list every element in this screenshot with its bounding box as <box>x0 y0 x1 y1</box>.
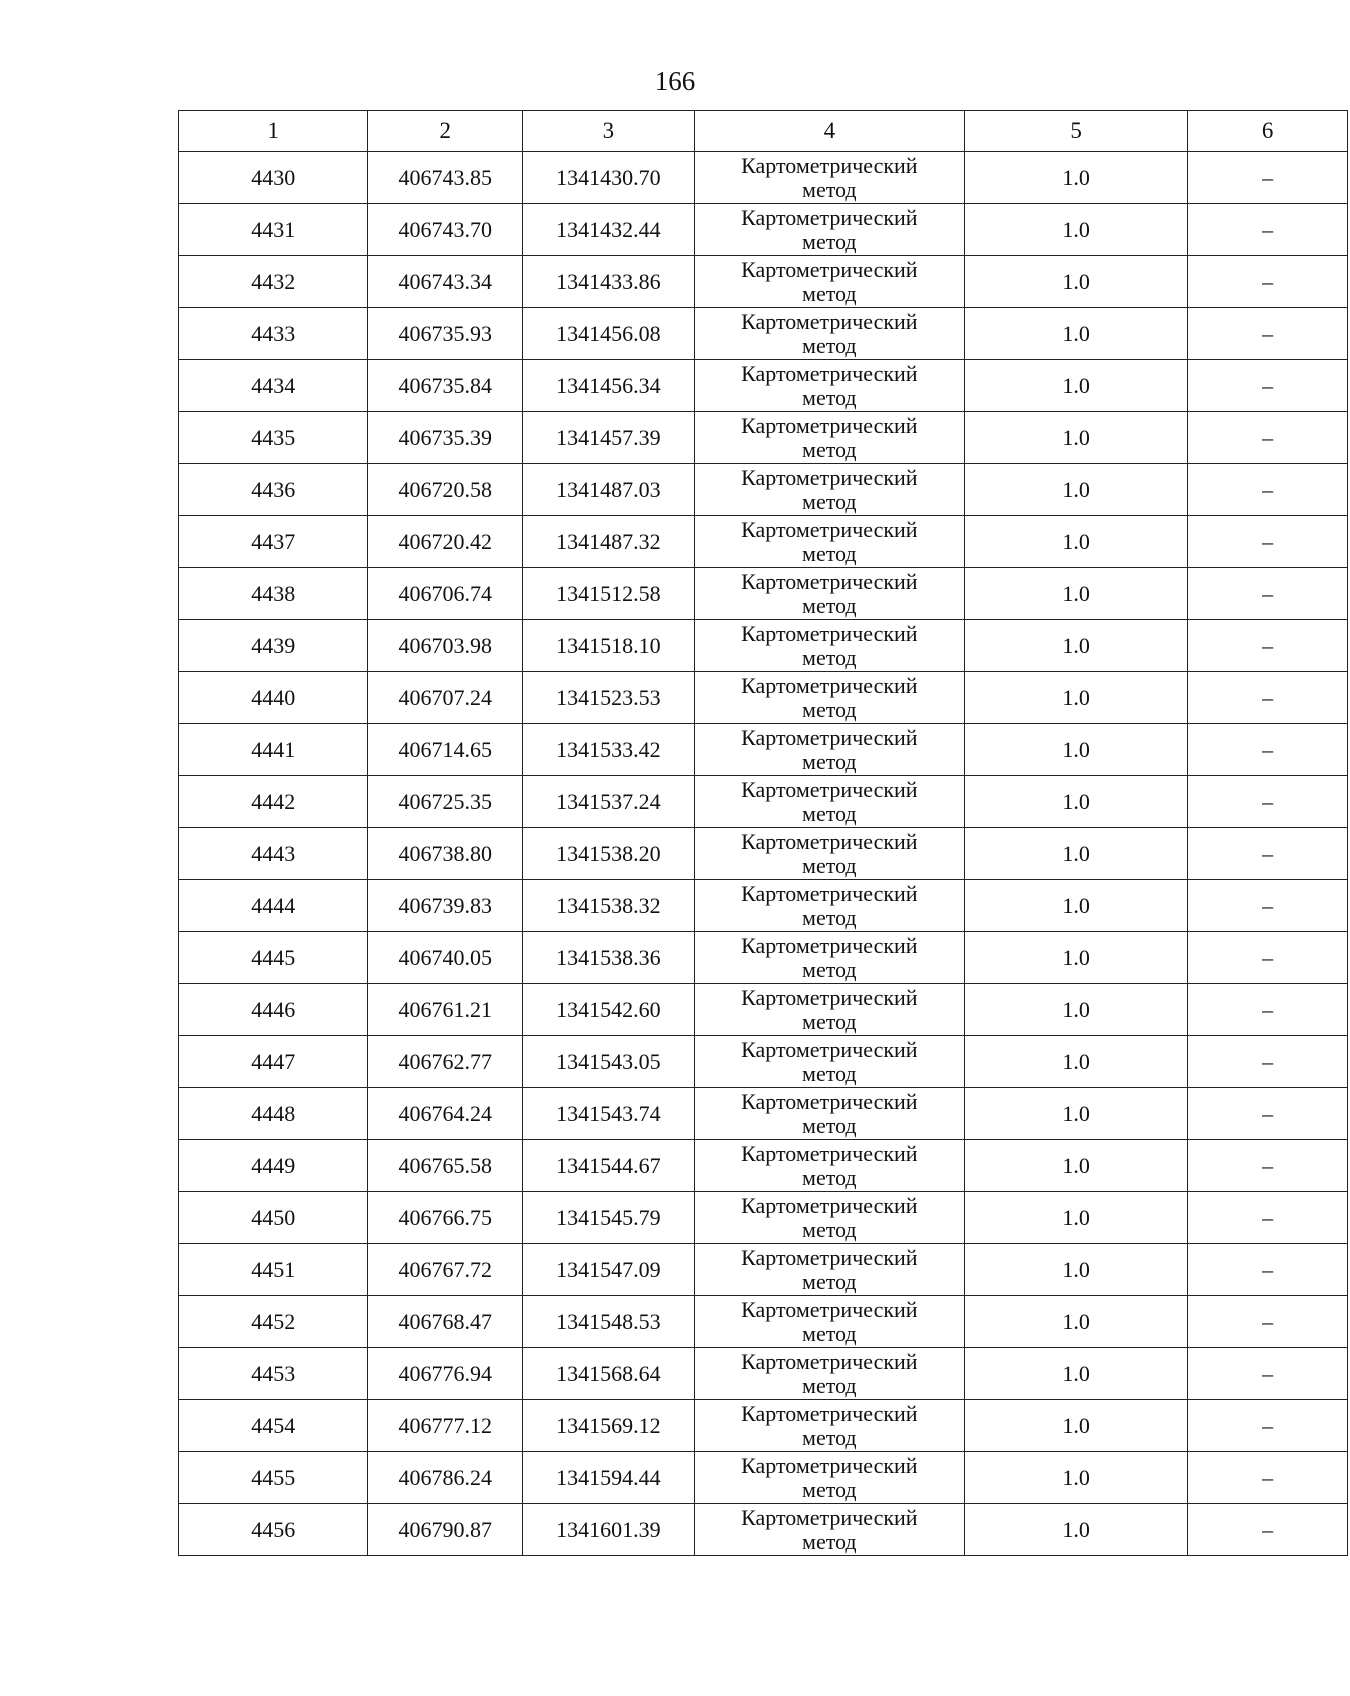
accuracy-cell: 1.0 <box>965 256 1188 308</box>
note-cell: – <box>1188 568 1348 620</box>
column-header-4: 4 <box>694 111 965 152</box>
method-text-line-1: Картометрический <box>741 828 918 854</box>
note-cell: – <box>1188 1504 1348 1556</box>
x-coordinate-cell: 406707.24 <box>368 672 523 724</box>
accuracy-cell: 1.0 <box>965 880 1188 932</box>
table-row <box>179 1400 1348 1452</box>
x-coordinate-cell: 406739.83 <box>368 880 523 932</box>
method-cell <box>694 1348 965 1400</box>
accuracy-cell: 1.0 <box>965 620 1188 672</box>
point-number-cell: 4440 <box>179 672 368 724</box>
y-coordinate-cell: 1341601.39 <box>523 1504 694 1556</box>
note-cell: – <box>1188 672 1348 724</box>
y-coordinate-cell: 1341542.60 <box>523 984 694 1036</box>
page-number: 166 <box>654 66 696 96</box>
y-coordinate-cell: 1341456.08 <box>523 308 694 360</box>
y-coordinate-cell: 1341533.42 <box>523 724 694 776</box>
accuracy-cell: 1.0 <box>965 1140 1188 1192</box>
table-row <box>179 464 1348 516</box>
method-text-line-1: Картометрический <box>741 516 918 542</box>
method-text-line-2: метод <box>802 696 857 722</box>
y-coordinate-cell: 1341538.36 <box>523 932 694 984</box>
method-text-line-2: метод <box>802 1476 857 1502</box>
y-coordinate-cell: 1341512.58 <box>523 568 694 620</box>
method-text-line-1: Картометрический <box>741 1088 918 1114</box>
method-cell <box>694 1504 965 1556</box>
accuracy-cell: 1.0 <box>965 1244 1188 1296</box>
note-cell: – <box>1188 1088 1348 1140</box>
point-number-cell: 4438 <box>179 568 368 620</box>
x-coordinate-cell: 406735.93 <box>368 308 523 360</box>
y-coordinate-cell: 1341547.09 <box>523 1244 694 1296</box>
table-row <box>179 1140 1348 1192</box>
method-cell <box>694 828 965 880</box>
accuracy-cell: 1.0 <box>965 360 1188 412</box>
table-row <box>179 984 1348 1036</box>
point-number-cell: 4450 <box>179 1192 368 1244</box>
point-number-cell: 4441 <box>179 724 368 776</box>
accuracy-cell: 1.0 <box>965 1192 1188 1244</box>
point-number-cell: 4448 <box>179 1088 368 1140</box>
method-text-line-1: Картометрический <box>741 1036 918 1062</box>
note-cell: – <box>1188 464 1348 516</box>
table-header-row <box>179 111 1348 152</box>
y-coordinate-cell: 1341568.64 <box>523 1348 694 1400</box>
x-coordinate-cell: 406738.80 <box>368 828 523 880</box>
accuracy-cell: 1.0 <box>965 724 1188 776</box>
note-cell: – <box>1188 1244 1348 1296</box>
accuracy-cell: 1.0 <box>965 932 1188 984</box>
method-cell <box>694 776 965 828</box>
accuracy-cell: 1.0 <box>965 1296 1188 1348</box>
x-coordinate-cell: 406720.58 <box>368 464 523 516</box>
note-cell: – <box>1188 880 1348 932</box>
accuracy-cell: 1.0 <box>965 568 1188 620</box>
note-cell: – <box>1188 360 1348 412</box>
point-number-cell: 4436 <box>179 464 368 516</box>
method-text-line-2: метод <box>802 1268 857 1294</box>
method-text-line-1: Картометрический <box>741 568 918 594</box>
x-coordinate-cell: 406776.94 <box>368 1348 523 1400</box>
point-number-cell: 4439 <box>179 620 368 672</box>
x-coordinate-cell: 406790.87 <box>368 1504 523 1556</box>
column-header-3: 3 <box>523 111 694 152</box>
column-header-2: 2 <box>368 111 523 152</box>
method-cell <box>694 256 965 308</box>
method-text-line-1: Картометрический <box>741 1140 918 1166</box>
method-text-line-2: метод <box>802 1164 857 1190</box>
note-cell: – <box>1188 256 1348 308</box>
method-text-line-1: Картометрический <box>741 932 918 958</box>
x-coordinate-cell: 406743.34 <box>368 256 523 308</box>
method-cell <box>694 1452 965 1504</box>
table-row <box>179 568 1348 620</box>
point-number-cell: 4435 <box>179 412 368 464</box>
point-number-cell: 4434 <box>179 360 368 412</box>
y-coordinate-cell: 1341538.20 <box>523 828 694 880</box>
method-text-line-2: метод <box>802 384 857 410</box>
x-coordinate-cell: 406735.39 <box>368 412 523 464</box>
method-cell <box>694 308 965 360</box>
method-cell <box>694 672 965 724</box>
note-cell: – <box>1188 1036 1348 1088</box>
point-number-cell: 4431 <box>179 204 368 256</box>
method-text-line-1: Картометрический <box>741 1452 918 1478</box>
point-number-cell: 4451 <box>179 1244 368 1296</box>
table-row <box>179 880 1348 932</box>
table-row <box>179 152 1348 204</box>
table-row <box>179 412 1348 464</box>
method-text-line-1: Картометрический <box>741 1348 918 1374</box>
point-number-cell: 4445 <box>179 932 368 984</box>
method-cell <box>694 1140 965 1192</box>
accuracy-cell: 1.0 <box>965 1036 1188 1088</box>
point-number-cell: 4430 <box>179 152 368 204</box>
note-cell: – <box>1188 828 1348 880</box>
x-coordinate-cell: 406714.65 <box>368 724 523 776</box>
table-row <box>179 776 1348 828</box>
y-coordinate-cell: 1341538.32 <box>523 880 694 932</box>
y-coordinate-cell: 1341518.10 <box>523 620 694 672</box>
table-row <box>179 932 1348 984</box>
method-text-line-2: метод <box>802 800 857 826</box>
method-text-line-2: метод <box>802 436 857 462</box>
x-coordinate-cell: 406786.24 <box>368 1452 523 1504</box>
method-text-line-1: Картометрический <box>741 1192 918 1218</box>
coordinates-table <box>178 110 1348 1556</box>
method-text-line-1: Картометрический <box>741 776 918 802</box>
x-coordinate-cell: 406743.70 <box>368 204 523 256</box>
method-cell <box>694 1192 965 1244</box>
method-cell <box>694 1088 965 1140</box>
method-text-line-2: метод <box>802 1528 857 1554</box>
note-cell: – <box>1188 1296 1348 1348</box>
note-cell: – <box>1188 1400 1348 1452</box>
accuracy-cell: 1.0 <box>965 1504 1188 1556</box>
point-number-cell: 4452 <box>179 1296 368 1348</box>
note-cell: – <box>1188 1192 1348 1244</box>
y-coordinate-cell: 1341548.53 <box>523 1296 694 1348</box>
note-cell: – <box>1188 204 1348 256</box>
table-row <box>179 672 1348 724</box>
method-cell <box>694 932 965 984</box>
method-cell <box>694 1296 965 1348</box>
x-coordinate-cell: 406725.35 <box>368 776 523 828</box>
method-text-line-2: метод <box>802 540 857 566</box>
note-cell: – <box>1188 984 1348 1036</box>
method-text-line-2: метод <box>802 176 857 202</box>
accuracy-cell: 1.0 <box>965 984 1188 1036</box>
method-text-line-2: метод <box>802 1216 857 1242</box>
note-cell: – <box>1188 1452 1348 1504</box>
method-text-line-2: метод <box>802 1372 857 1398</box>
method-text-line-1: Картометрический <box>741 308 918 334</box>
accuracy-cell: 1.0 <box>965 1088 1188 1140</box>
method-text-line-2: метод <box>802 956 857 982</box>
column-header-1: 1 <box>179 111 368 152</box>
table-row <box>179 1296 1348 1348</box>
y-coordinate-cell: 1341537.24 <box>523 776 694 828</box>
x-coordinate-cell: 406743.85 <box>368 152 523 204</box>
y-coordinate-cell: 1341430.70 <box>523 152 694 204</box>
note-cell: – <box>1188 308 1348 360</box>
table-row <box>179 1348 1348 1400</box>
table-row <box>179 1088 1348 1140</box>
method-text-line-1: Картометрический <box>741 256 918 282</box>
table-row <box>179 1504 1348 1556</box>
method-text-line-1: Картометрический <box>741 204 918 230</box>
method-text-line-2: метод <box>802 1112 857 1138</box>
table-row <box>179 1192 1348 1244</box>
note-cell: – <box>1188 1348 1348 1400</box>
note-cell: – <box>1188 724 1348 776</box>
method-text-line-2: метод <box>802 280 857 306</box>
accuracy-cell: 1.0 <box>965 152 1188 204</box>
method-text-line-1: Картометрический <box>741 880 918 906</box>
point-number-cell: 4449 <box>179 1140 368 1192</box>
y-coordinate-cell: 1341456.34 <box>523 360 694 412</box>
method-text-line-2: метод <box>802 644 857 670</box>
x-coordinate-cell: 406766.75 <box>368 1192 523 1244</box>
x-coordinate-cell: 406777.12 <box>368 1400 523 1452</box>
point-number-cell: 4442 <box>179 776 368 828</box>
table-row <box>179 1036 1348 1088</box>
method-cell <box>694 204 965 256</box>
method-cell <box>694 880 965 932</box>
y-coordinate-cell: 1341457.39 <box>523 412 694 464</box>
method-text-line-1: Картометрический <box>741 360 918 386</box>
note-cell: – <box>1188 1140 1348 1192</box>
table-row <box>179 360 1348 412</box>
x-coordinate-cell: 406735.84 <box>368 360 523 412</box>
method-text-line-2: метод <box>802 1008 857 1034</box>
x-coordinate-cell: 406706.74 <box>368 568 523 620</box>
method-text-line-2: метод <box>802 748 857 774</box>
x-coordinate-cell: 406767.72 <box>368 1244 523 1296</box>
accuracy-cell: 1.0 <box>965 672 1188 724</box>
method-text-line-1: Картометрический <box>741 672 918 698</box>
note-cell: – <box>1188 152 1348 204</box>
y-coordinate-cell: 1341433.86 <box>523 256 694 308</box>
x-coordinate-cell: 406764.24 <box>368 1088 523 1140</box>
method-text-line-2: метод <box>802 592 857 618</box>
method-text-line-1: Картометрический <box>741 412 918 438</box>
method-cell <box>694 568 965 620</box>
method-text-line-2: метод <box>802 852 857 878</box>
note-cell: – <box>1188 932 1348 984</box>
table-row <box>179 308 1348 360</box>
x-coordinate-cell: 406703.98 <box>368 620 523 672</box>
point-number-cell: 4444 <box>179 880 368 932</box>
method-text-line-1: Картометрический <box>741 152 918 178</box>
x-coordinate-cell: 406768.47 <box>368 1296 523 1348</box>
method-text-line-2: метод <box>802 904 857 930</box>
note-cell: – <box>1188 412 1348 464</box>
point-number-cell: 4443 <box>179 828 368 880</box>
method-text-line-1: Картометрический <box>741 1244 918 1270</box>
accuracy-cell: 1.0 <box>965 308 1188 360</box>
method-cell <box>694 620 965 672</box>
method-text-line-1: Картометрический <box>741 984 918 1010</box>
table-row <box>179 1452 1348 1504</box>
x-coordinate-cell: 406762.77 <box>368 1036 523 1088</box>
method-text-line-2: метод <box>802 332 857 358</box>
y-coordinate-cell: 1341569.12 <box>523 1400 694 1452</box>
method-text-line-2: метод <box>802 1424 857 1450</box>
column-header-5: 5 <box>965 111 1188 152</box>
method-cell <box>694 516 965 568</box>
x-coordinate-cell: 406740.05 <box>368 932 523 984</box>
x-coordinate-cell: 406765.58 <box>368 1140 523 1192</box>
column-header-6: 6 <box>1188 111 1348 152</box>
x-coordinate-cell: 406720.42 <box>368 516 523 568</box>
point-number-cell: 4433 <box>179 308 368 360</box>
point-number-cell: 4456 <box>179 1504 368 1556</box>
table-row <box>179 516 1348 568</box>
method-text-line-2: метод <box>802 228 857 254</box>
table-row <box>179 724 1348 776</box>
method-cell <box>694 1244 965 1296</box>
y-coordinate-cell: 1341432.44 <box>523 204 694 256</box>
method-cell <box>694 1036 965 1088</box>
method-cell <box>694 152 965 204</box>
method-cell <box>694 984 965 1036</box>
accuracy-cell: 1.0 <box>965 1348 1188 1400</box>
x-coordinate-cell: 406761.21 <box>368 984 523 1036</box>
point-number-cell: 4454 <box>179 1400 368 1452</box>
method-cell <box>694 1400 965 1452</box>
y-coordinate-cell: 1341544.67 <box>523 1140 694 1192</box>
table-row <box>179 1244 1348 1296</box>
y-coordinate-cell: 1341487.32 <box>523 516 694 568</box>
accuracy-cell: 1.0 <box>965 464 1188 516</box>
method-text-line-1: Картометрический <box>741 1400 918 1426</box>
method-text-line-2: метод <box>802 1060 857 1086</box>
method-cell <box>694 412 965 464</box>
accuracy-cell: 1.0 <box>965 516 1188 568</box>
accuracy-cell: 1.0 <box>965 1452 1188 1504</box>
method-text-line-1: Картометрический <box>741 724 918 750</box>
table-row <box>179 204 1348 256</box>
method-text-line-2: метод <box>802 488 857 514</box>
point-number-cell: 4437 <box>179 516 368 568</box>
y-coordinate-cell: 1341523.53 <box>523 672 694 724</box>
method-cell <box>694 724 965 776</box>
point-number-cell: 4446 <box>179 984 368 1036</box>
method-text-line-1: Картометрический <box>741 1504 918 1530</box>
note-cell: – <box>1188 776 1348 828</box>
method-text-line-1: Картометрический <box>741 1296 918 1322</box>
table-row <box>179 620 1348 672</box>
method-text-line-1: Картометрический <box>741 620 918 646</box>
accuracy-cell: 1.0 <box>965 776 1188 828</box>
point-number-cell: 4453 <box>179 1348 368 1400</box>
table-row <box>179 828 1348 880</box>
accuracy-cell: 1.0 <box>965 1400 1188 1452</box>
method-cell <box>694 360 965 412</box>
method-text-line-1: Картометрический <box>741 464 918 490</box>
y-coordinate-cell: 1341487.03 <box>523 464 694 516</box>
y-coordinate-cell: 1341594.44 <box>523 1452 694 1504</box>
method-text-line-2: метод <box>802 1320 857 1346</box>
note-cell: – <box>1188 620 1348 672</box>
y-coordinate-cell: 1341543.74 <box>523 1088 694 1140</box>
method-cell <box>694 464 965 516</box>
point-number-cell: 4432 <box>179 256 368 308</box>
point-number-cell: 4447 <box>179 1036 368 1088</box>
accuracy-cell: 1.0 <box>965 204 1188 256</box>
point-number-cell: 4455 <box>179 1452 368 1504</box>
note-cell: – <box>1188 516 1348 568</box>
accuracy-cell: 1.0 <box>965 412 1188 464</box>
accuracy-cell: 1.0 <box>965 828 1188 880</box>
y-coordinate-cell: 1341543.05 <box>523 1036 694 1088</box>
table-body <box>179 152 1348 1556</box>
y-coordinate-cell: 1341545.79 <box>523 1192 694 1244</box>
table-row <box>179 256 1348 308</box>
